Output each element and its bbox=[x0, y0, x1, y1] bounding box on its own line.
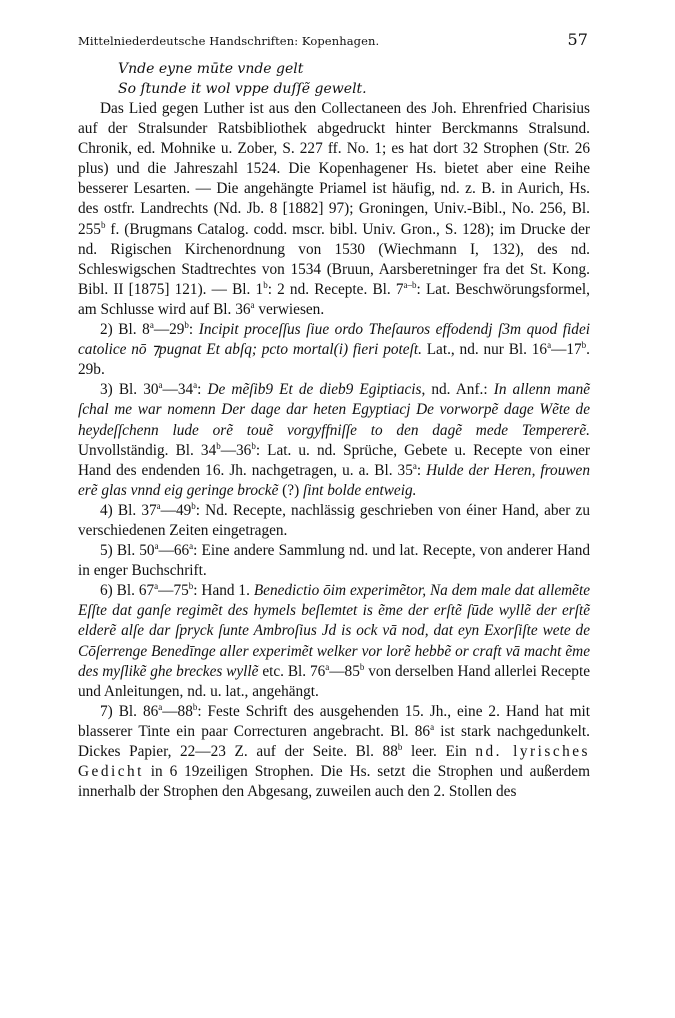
text-run: 7) Bl. 86 bbox=[100, 702, 159, 720]
text-run: : bbox=[188, 321, 199, 339]
superscript: a bbox=[154, 581, 159, 592]
superscript: a bbox=[430, 721, 435, 732]
paragraph-item-3 bbox=[78, 380, 590, 501]
italic-quote: Benedictio ōim experimẽtor, Na dem male dat allemẽte Eſſte dat ganſe regimẽt des hymels beſlemtet is ẽme der erſtẽ ſūde wyllẽ der erſtẽ elderẽ alſe dar ſpryck ſunte Ambroſius Jd is ock vā nod, dat eyn Exorſiſte wete de Cōſerrenge Benedīnge aller experimẽt welker vor lorẽ hebbẽ or craft vā macht ẽme des myſlikẽ ghe breckes wyllẽ bbox=[78, 582, 591, 680]
spaced-emphasis: nd. lyrisches Gedicht bbox=[78, 743, 590, 781]
text-run: : bbox=[416, 461, 427, 479]
superscript: a–b bbox=[403, 279, 417, 290]
superscript: a bbox=[547, 340, 552, 351]
text-run: —29 bbox=[153, 321, 185, 339]
italic-quote: In allenn manẽ ſchal me war nomenn Der dage dar heten Egyptiacj De vorworpẽ dage Wẽte de heydeſſchenn lude orẽ touẽ vorgyffniſſe to den dagẽ mede Tempererẽ. bbox=[78, 381, 591, 439]
text-run: : Nd. Recepte, nachlässig geschrieben von éiner Hand, aber zu verschiedenen Zeiten eingetragen. bbox=[78, 501, 590, 539]
paragraph-item-4 bbox=[78, 501, 590, 541]
italic-quote: Hulde der Heren, frouwen erẽ glas vnnd eig geringe brockẽ bbox=[78, 461, 590, 499]
superscript: a bbox=[189, 541, 194, 552]
text-run: —17 bbox=[551, 341, 582, 359]
text-run: Unvollständig. Bl. 34 bbox=[78, 441, 217, 459]
text-run: . 29b. bbox=[78, 341, 590, 379]
superscript: b bbox=[581, 340, 587, 351]
text-run: 4) Bl. 37 bbox=[100, 501, 157, 519]
text-run: —88 bbox=[162, 702, 193, 720]
text-run: in 6 19zeiligen Strophen. Die Hs. setzt die Strophen und außerdem innerhalb der Strophen den Abgesang, zuweilen auch den 2. Stollen des bbox=[78, 763, 590, 801]
text-run: : Lat. u. nd. Sprüche, Gebete u. Recepte von einer Hand des endenden 16. Jh. nachgetragen, u. a. Bl. 35 bbox=[78, 441, 590, 479]
text-run: ist stark nachgedunkelt. Dickes Papier, 22—23 Z. auf der Seite. Bl. 88 bbox=[78, 722, 590, 760]
text-run: verwiesen. bbox=[254, 300, 325, 318]
text-run: —34 bbox=[162, 381, 194, 399]
text-run: 2) Bl. 8 bbox=[100, 321, 150, 339]
text-run: : Eine andere Sammlung nd. und lat. Recepte, von anderer Hand in enger Buchschrift. bbox=[78, 542, 590, 580]
text-run: Lat., nd. nur Bl. 16 bbox=[421, 341, 548, 359]
text-run: 6) Bl. 67 bbox=[100, 582, 155, 600]
text-run: (?) bbox=[278, 481, 303, 499]
running-header bbox=[78, 30, 590, 49]
page bbox=[78, 30, 590, 802]
text-run: : 2 nd. Recepte. Bl. 7 bbox=[267, 280, 404, 298]
text-run: —36 bbox=[220, 441, 252, 459]
superscript: a bbox=[412, 460, 417, 471]
paragraph-item-5 bbox=[78, 541, 590, 581]
text-run: : Hand 1. bbox=[193, 582, 254, 600]
superscript: b bbox=[192, 701, 198, 712]
text-run: —85 bbox=[329, 662, 360, 680]
superscript: b bbox=[397, 742, 403, 752]
superscript: a bbox=[149, 320, 154, 331]
superscript: b bbox=[184, 320, 189, 331]
superscript: b bbox=[100, 219, 106, 230]
paragraph-item-6 bbox=[78, 581, 590, 702]
verse-quote bbox=[78, 59, 590, 99]
text-run: 3) Bl. 30 bbox=[100, 381, 159, 399]
text-run: —75 bbox=[158, 582, 189, 600]
superscript: b bbox=[251, 440, 256, 451]
text-run: von derselben Hand allerlei Recepte und Anleitungen, nd. u. lat., angehängt. bbox=[78, 662, 590, 700]
paragraph-item-2 bbox=[78, 320, 590, 380]
text-run: f. (Brugmans Catalog. codd. mscr. bibl. Univ. Gron., S. 128); im Drucke der nd. Rigischen Kirchenordnung von 1530 (Wiechmann I, 132), des nd. Schleswigschen Stadtrechtes von 1534 (Bruun, Aarsberetninger fra det St. Kong. Bibl. II [1875] 121). — Bl. 1 bbox=[78, 220, 590, 298]
text-run: Das Lied gegen Luther ist aus den Collectaneen des Joh. Ehrenfried Charisius auf der Stralsunder Ratsbibliothek abgedruckt hinter Berckmanns Stralsund. Chronik, ed. Mohnike u. Zober, S. 227 ff. No. 1; es hat dort 32 Strophen (Str. 26 plus) und die Jahreszahl 1524. Die Kopenhagener Hs. bietet aber eine Reihe besserer Lesarten. — Die angehängte Priamel ist häufig, nd. z. B. in Aurich, Hs. des ostfr. Landrechts (Nd. Jb. 8 [1882] 97); Groningen, Univ.-Bibl., No. 256, Bl. 255 bbox=[78, 100, 590, 238]
superscript: b bbox=[359, 661, 365, 672]
text-run: : bbox=[197, 381, 208, 399]
paragraph-lied bbox=[78, 99, 590, 320]
superscript: b bbox=[191, 500, 196, 511]
text-run: —66 bbox=[158, 542, 190, 560]
superscript: a bbox=[193, 380, 198, 391]
superscript: a bbox=[250, 299, 255, 310]
italic-quote: ſint bolde entweig. bbox=[303, 481, 417, 499]
body-text bbox=[78, 99, 590, 802]
superscript: a bbox=[158, 380, 163, 391]
text-run: : Feste Schrift des ausgehenden 15. Jh., eine 2. Hand hat mit blasserer Tinte ein paar Correcturen angebracht. Bl. 86 bbox=[78, 702, 591, 740]
paragraph-item-7 bbox=[78, 702, 590, 802]
running-title: Mittelniederdeutsche Handschriften: Kopenhagen. bbox=[78, 34, 380, 48]
text-run: etc. Bl. 76 bbox=[258, 662, 326, 680]
text-run: : Lat. Beschwörungsformel, am Schlusse wird auf Bl. 36 bbox=[78, 280, 590, 318]
superscript: a bbox=[325, 661, 330, 672]
superscript: a bbox=[156, 500, 161, 511]
superscript: a bbox=[158, 701, 163, 712]
text-run: , nd. Anf.: bbox=[421, 381, 494, 399]
superscript: a bbox=[154, 541, 159, 552]
text-run: 5) Bl. 50 bbox=[100, 542, 155, 560]
text-run: leer. Ein bbox=[402, 743, 476, 760]
superscript: b bbox=[188, 581, 194, 592]
superscript: b bbox=[216, 440, 221, 451]
italic-quote: Incipit proceſſus ſiue ordo Theſauros effodendj ſ3m quod fidei catolice nō ⁊pugnat Et abſq; pcto mortal(i) fieri poteſt. bbox=[78, 321, 590, 359]
verse-line: Vnde eyne mūte vnde gelt bbox=[118, 61, 304, 77]
page-number: 57 bbox=[567, 30, 588, 49]
text-run: —49 bbox=[160, 501, 192, 519]
italic-quote: De mẽſib9 Et de dieb9 Egiptiacis bbox=[207, 381, 422, 399]
verse-line: So ſtunde it wol vppe duſſẽ gewelt. bbox=[118, 81, 367, 97]
superscript: b bbox=[263, 279, 268, 290]
